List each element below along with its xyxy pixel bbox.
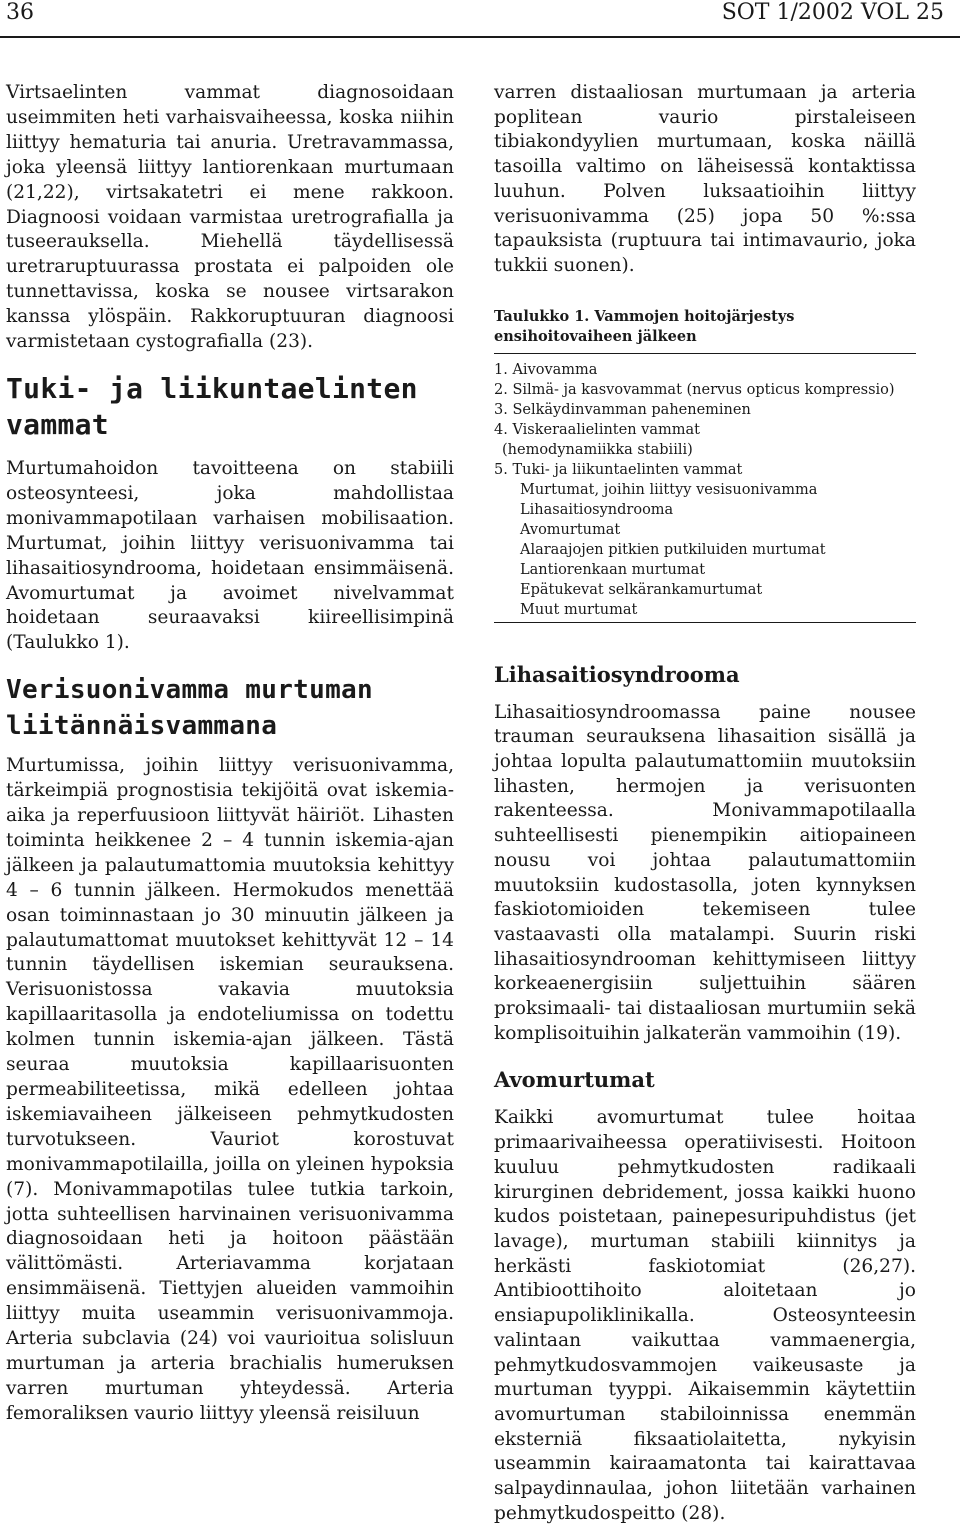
heading-tuki-ja-liikuntaelinten: Tuki- ja liikuntaelinten vammat (6, 371, 418, 441)
paragraph-virtsaelinten: Virtsaelinten vammat diagnosoidaan useimmiten heti varhaisvaiheessa, koska niihin liittyy hematuria tai anuria. Uretravammassa, joka yleensä liittyy lantiorenkaan murtumaan (21,22), virtsakatetri ei mene rakkoon. Diagnoosi voidaan varmistaa uretrografialla ja tuseerauksella. Miehellä täydellisessä uretraruptuurassa prostata ei palpoiden ole tunnettavissa, koska se nousee virtsarakon kanssa ylöspäin. Rakkoruptuuran diagnoosi varmistetaan cystografialla (23). (6, 82, 454, 353)
paragraph-murtumahoidon: Murtumahoidon tavoitteena on stabiili osteosynteesi, joka mahdollistaa monivammapotilaan varhaisen mobilisaation. Murtumat, joihin liittyy verisuonivamma tai lihasaitiosyndrooma, hoidetaan ensimmäisenä. Avomurtumat ja avoimet nivelvammat hoidetaan seuraavaksi kiireellisimpinä (Taulukko 1). (6, 457, 454, 654)
header-rule (0, 36, 960, 38)
list-item: 1. Aivovamma (494, 361, 598, 378)
list-item: 2. Silmä- ja kasvovammat (nervus opticus kompressio) (494, 381, 895, 398)
paragraph-varren: varren distaaliosan murtumaan ja arteria poplitean vaurio pirstaleiseen tibiakondyylien murtumaan, koska näillä tasoilla valtimo on läheisessä kontaktissa luuhun. Polven luksaatioihin liittyy verisuonivamma (25) jopa 50 %:ssa tapauksista (ruptuura tai intimavaurio, joka tukkii suonen). (494, 82, 916, 276)
list-item: (hemodynamiikka stabiili) (502, 441, 693, 458)
heading-verisuonivamma: Verisuonivamma murtuman liitännäisvammana (6, 675, 373, 742)
list-item: Lihasaitiosyndrooma (520, 501, 674, 518)
list-item: Muut murtumat (520, 601, 638, 618)
right-column (494, 81, 916, 1526)
list-item: 3. Selkäydinvamman paheneminen (494, 401, 751, 418)
table-bottom-rule (494, 622, 916, 623)
list-item: Lantiorenkaan murtumat (520, 561, 706, 578)
page-header (0, 0, 960, 38)
list-item: Murtumat, joihin liittyy vesisuonivamma (520, 481, 818, 498)
page-number: 36 (6, 0, 34, 25)
table-1 (494, 307, 916, 623)
list-item: 5. Tuki- ja liikuntaelinten vammat (494, 461, 743, 478)
heading-lihasaitiosyndrooma: Lihasaitiosyndrooma (494, 661, 740, 687)
table-title-line1: Taulukko 1. Vammojen hoitojärjestys (494, 307, 795, 325)
list-item: Avomurtumat (520, 521, 621, 538)
journal-title: SOT 1/2002 VOL 25 (721, 0, 944, 25)
paragraph-lihasaitiosyndroomassa: Lihasaitiosyndroomassa paine nousee trauman seurauksena lihasaition sisällä ja johtaa lopulta palautumattomiin muutoksiin lihasten, hermojen ja verisuonten rakenteessa. Monivammapotilaalla suhteellisesti pienempikin aitiopaineen nousu voi johtaa palautumattomiin muutoksiin kudostasolla, joten kynnyksen faskiotomioiden tekemiseen tulee vastaavasti olla matalampi. Suurin riski lihasaitiosyndrooman kehittymiseen liittyy korkeaenergisiin suljettuihin säären proksimaali- tai distaaliosan murtumiin sekä komplisoituihin jalkaterän vammoihin (19). (494, 701, 916, 1044)
table-list (494, 360, 916, 620)
paragraph-kaikki-avomurtumat: Kaikki avomurtumat tulee hoitaa primaarivaiheessa operatiivisesti. Hoitoon kuuluu pehmytkudosten radikaali kirurginen debridement, jossa kaikki huono kudos poistetaan, painepesuripuhdistus (jet lavage), murtuman stabiili kiinnitys ja herkästi faskiotomiat (26,27). Antibioottihoito aloitetaan jo ensiapupoliklinikalla. Osteosynteesin valintaan vaikuttaa vammaenergia, pehmytkudosvammojen vaikeusaste ja murtuman tyyppi. Aikaisemmin käytettiin avomurtuman stabiloinnissa enemmän eksterniä fiksaatiolaitetta, nykyisin useammin kairaamatonta tai kairattavaa salpaydinnaulaa, johon liitetään varhainen pehmytkudospeitto (28). (494, 1107, 916, 1524)
list-item: 4. Viskeraalielinten vammat (494, 421, 700, 438)
table-top-rule (494, 353, 916, 354)
heading-avomurtumat: Avomurtumat (494, 1067, 655, 1093)
list-item: Alaraajojen pitkien putkiluiden murtumat (520, 541, 826, 558)
list-item: Epätukevat selkärankamurtumat (520, 581, 763, 598)
left-column (6, 81, 454, 1427)
table-title-line2: ensihoitovaiheen jälkeen (494, 327, 697, 345)
paragraph-murtumissa: Murtumissa, joihin liittyy verisuonivamma, tärkeimpiä prognostisia tekijöitä ovat iskemia-aika ja reperfuusioon liittyvät häiriöt. Lihasten toiminta heikkenee 2 – 4 tunnin iskemia-ajan jälkeen ja palautumattomia muutoksia kehittyy 4 – 6 tunnin jälkeen. Hermokudos menettää osan toiminnastaan jo 30 minuutin jälkeen ja palautumattomat muutokset kehittyvät 12 – 14 tunnin täydellisen iskemian seurauksena. Verisuonistossa vakavia muutoksia kapillaaritasolla ja endoteliumissa on todettu kolmen tunnin iskemia-ajan jälkeen. Tästä seuraa muutoksia kapillaarisuonten permeabiliteetissa, mikä edelleen johtaa iskemiavaiheen jälkeiseen pehmytkudosten turvotukseen. Vauriot korostuvat monivammapotilailla, joilla on yleinen hypoksia (7). Monivammapotilas tulee tutkia tarkoin, jotta suhteellisen harvinainen verisuonivamma diagnosoidaan heti ja hoitoon päästään välittömästi. Arteriavamma korjataan ensimmäisenä. Tiettyjen alueiden vammoihin liittyy muita useammin verisuonivammoja. Arteria subclavia (24) voi vaurioitua solisluun murtuman ja arteria brachialis humeruksen varren murtuman yhteydessä. Arteria femoraliksen vaurio liittyy yleensä reisiluun (6, 755, 454, 1424)
